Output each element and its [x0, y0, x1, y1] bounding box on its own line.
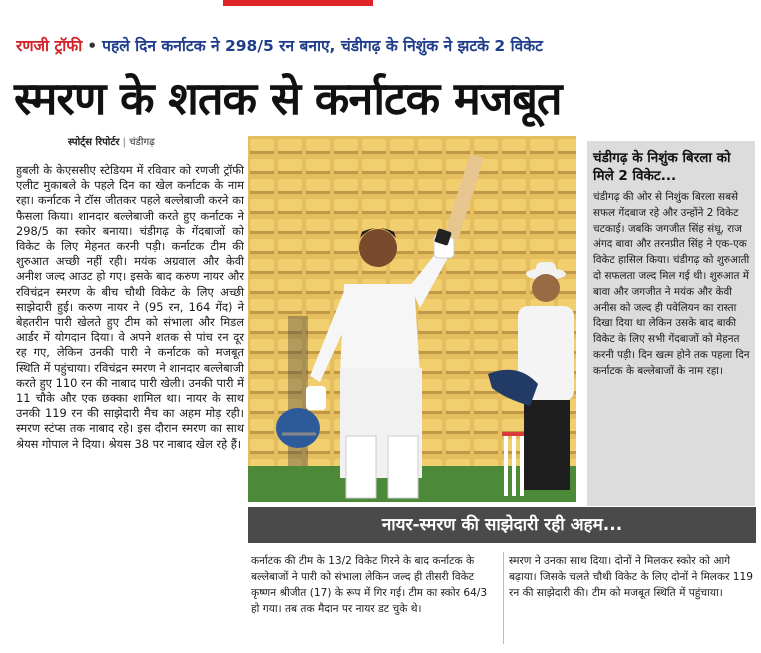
sidebar-text: चंडीगढ़ की ओर से निशुंक बिरला सबसे सफल गेंदबाज रहे और उन्होंने 2 विकेट चटकाई। जबकि जगजीत सिंह संधू, राज अंगद बावा और तरनप्रीत सिंह ने एक-एक विकेट हासिल किया। चंडीगढ़ को शुरुआती दो सफलता जल्द मिल गई थी। शुरुआत में बावा और जगजीत ने मयंक और केवी अनीस को जल्द ही पवेलियन का रास्ता दिखा दिया था लेकिन उसके बाद बाकी विकेट के लिए सभी गेंदबाजों को मेहनत करनी पड़ी। दिन खत्म होने तक पहला दिन कर्नाटक के बल्लेबाजों के नाम रहा। [593, 191, 750, 377]
headline: स्मरण के शतक से कर्नाटक मजबूत [14, 72, 562, 125]
masthead-accent-bar [223, 0, 373, 6]
column-divider [503, 552, 504, 644]
kicker-line [16, 34, 756, 58]
sidebar-title: चंडीगढ़ के निशुंक बिरला को मिले 2 विकेट... [593, 150, 731, 184]
sidebar-box [587, 141, 755, 506]
kicker-bullet: • [87, 37, 98, 55]
section-tag: रणजी ट्रॉफी [16, 37, 83, 55]
bottom-column-right: स्मरण ने उनका साथ दिया। दोनों ने मिलकर स्कोर को आगे बढ़ाया। जिसके चलते चौथी विकेट के लिए दोनों ने मिलकर 119 रन की साझेदारी की। टीम को मजबूत स्थिति में पहुंचाया। [509, 555, 754, 599]
subheading-banner: नायर-स्मरण की साझेदारी रही अहम... [248, 507, 756, 543]
byline-city: चंडीगढ़ [129, 137, 155, 148]
byline-reporter: स्पोर्ट्स रिपोर्टर [68, 137, 120, 148]
article-body-column: हुबली के केएससीए स्टेडियम में रविवार को रणजी ट्रॉफी एलीट मुकाबले के पहले दिन का खेल कर्नाटक के नाम रहा। कर्नाटक ने टॉस जीतकर पहले बल्लेबाजी करने का फैसला किया। शानदार बल्लेबाजी करते हुए कर्नाटक ने 298/5 का स्कोर बनाया। चंडीगढ़ के गेंदबाजों को विकेट के लिए मेहनत करनी पड़ी। कर्नाटक टीम की शुरुआत अच्छी नहीं रही। मयंक अग्रवाल और केवी अनीश जल्द आउट हो गए। इसके बाद करुण नायर और रविचंद्रन स्मरण के बीच चौथी विकेट के लिए अच्छी साझेदारी हुई। करुण नायर ने (95 रन, 164 गेंद) ने बेहतरीन पारी खेलते हुए टीम को संभाला और मिडल आर्डर में योगदान दिया। वे अपने शतक से पांच रन दूर रह गए, लेकिन उनकी पारी ने कर्नाटक को मजबूत स्थिति में पहुंचाया। रविचंद्रन स्मरण ने शानदार बल्लेबाजी करते हुए 110 रन की नाबाद पारी खेली। उनकी पारी में 11 चौके और एक छक्का शामिल था। नायर के साथ उनकी 119 रन की साझेदारी मैच का अहम मोड़ रही। स्मरण स्टंप्स तक नाबाद रहे। इस दौरान स्मरण का साथ श्रेयस गोपाल ने दिया। श्रेयस 38 पर नाबाद खेल रहे हैं। [16, 163, 244, 451]
batsman-celebration-photo [248, 136, 576, 502]
byline [68, 134, 248, 148]
byline-separator: | [122, 137, 127, 148]
bottom-column-left: कर्नाटक की टीम के 13/2 विकेट गिरने के बाद कर्नाटक के बल्लेबाजों ने पारी को संभाला लेकिन जल्द ही तीसरी विकेट कृष्णन श्रीजीत (17) के रूप में गिर गई। टीम का स्कोर 64/3 हो गया। तब तक मैदान पर नायर डट चुके थे। [251, 555, 488, 615]
kicker-subhead: पहले दिन कर्नाटक ने 298/5 रन बनाए, चंडीगढ़ के निशुंक ने झटके 2 विकेट [102, 37, 543, 55]
